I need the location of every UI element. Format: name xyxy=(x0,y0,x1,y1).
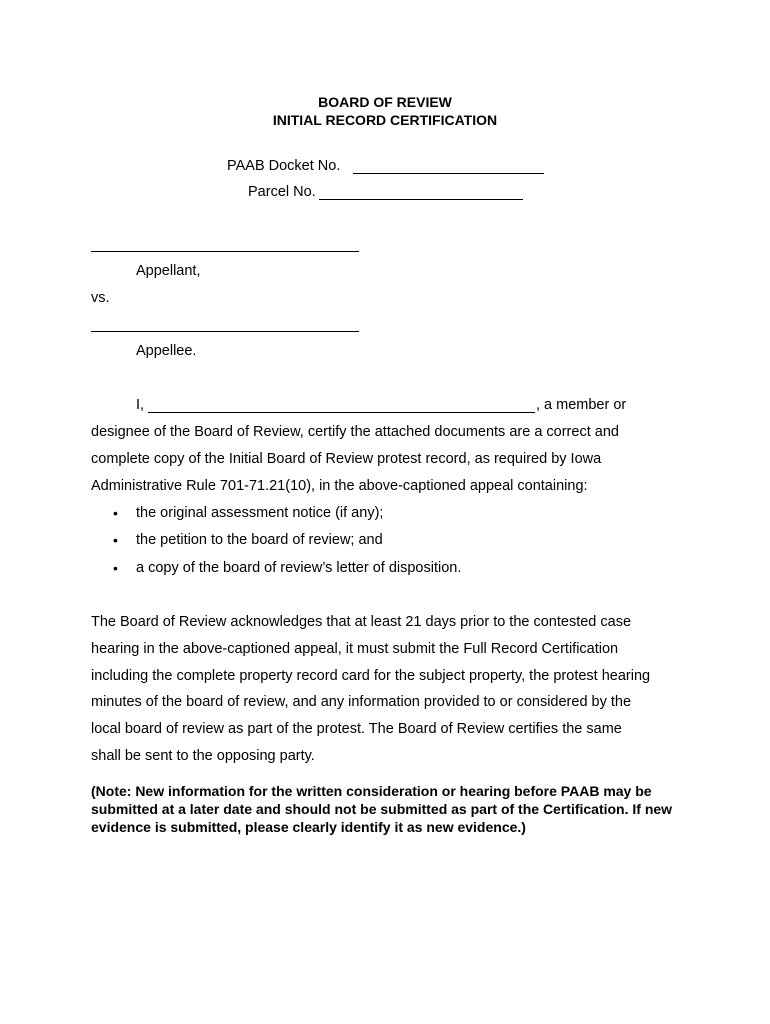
parcel-number-label: Parcel No. xyxy=(248,184,316,200)
certification-line: complete copy of the Initial Board of Review protest record, as required by Iowa xyxy=(91,451,602,467)
certifier-intro: I, xyxy=(136,397,145,413)
appellant-name-line[interactable] xyxy=(91,251,359,252)
acknowledgement-line: shall be sent to the opposing party. xyxy=(91,748,315,764)
acknowledgement-line: minutes of the board of review, and any information provided to or considered by the xyxy=(91,694,632,710)
document-list-item: the original assessment notice (if any); xyxy=(136,505,384,521)
bullet-icon: • xyxy=(113,560,118,576)
document-list-item: a copy of the board of review’s letter of disposition. xyxy=(136,560,462,576)
certifier-intro-suffix: , a member or xyxy=(536,397,627,413)
certification-line: Administrative Rule 701-71.21(10), in the above-captioned appeal containing: xyxy=(91,478,588,494)
bullet-icon: • xyxy=(113,505,118,521)
acknowledgement-line: The Board of Review acknowledges that at least 21 days prior to the contested case xyxy=(91,614,632,630)
document-title-line2: INITIAL RECORD CERTIFICATION xyxy=(272,112,498,128)
versus-label: vs. xyxy=(91,290,110,306)
acknowledgement-line: hearing in the above-captioned appeal, it must submit the Full Record Certification xyxy=(91,641,619,657)
appellee-name-line[interactable] xyxy=(91,331,359,332)
appellant-label: Appellant, xyxy=(136,263,201,279)
acknowledgement-line: local board of review as part of the protest. The Board of Review certifies the same xyxy=(91,721,622,737)
certification-line: designee of the Board of Review, certify the attached documents are a correct and xyxy=(91,424,619,440)
certifier-name-line[interactable] xyxy=(148,412,535,413)
docket-number-line[interactable] xyxy=(353,173,544,174)
appellee-label: Appellee. xyxy=(136,343,197,359)
bullet-icon: • xyxy=(113,532,118,548)
acknowledgement-line: including the complete property record card for the subject property, the protest hearing xyxy=(91,668,651,684)
parcel-number-line[interactable] xyxy=(319,199,523,200)
document-title-line1: BOARD OF REVIEW xyxy=(318,94,452,110)
document-list-item: the petition to the board of review; and xyxy=(136,532,383,548)
note-paragraph: (Note: New information for the written consideration or hearing before PAAB may be submitted at a later date and should not be submitted as part of the Certification. If new evidence is submitted, please clearly identify it as new evidence.) xyxy=(91,783,673,835)
docket-number-label: PAAB Docket No. xyxy=(227,158,341,174)
